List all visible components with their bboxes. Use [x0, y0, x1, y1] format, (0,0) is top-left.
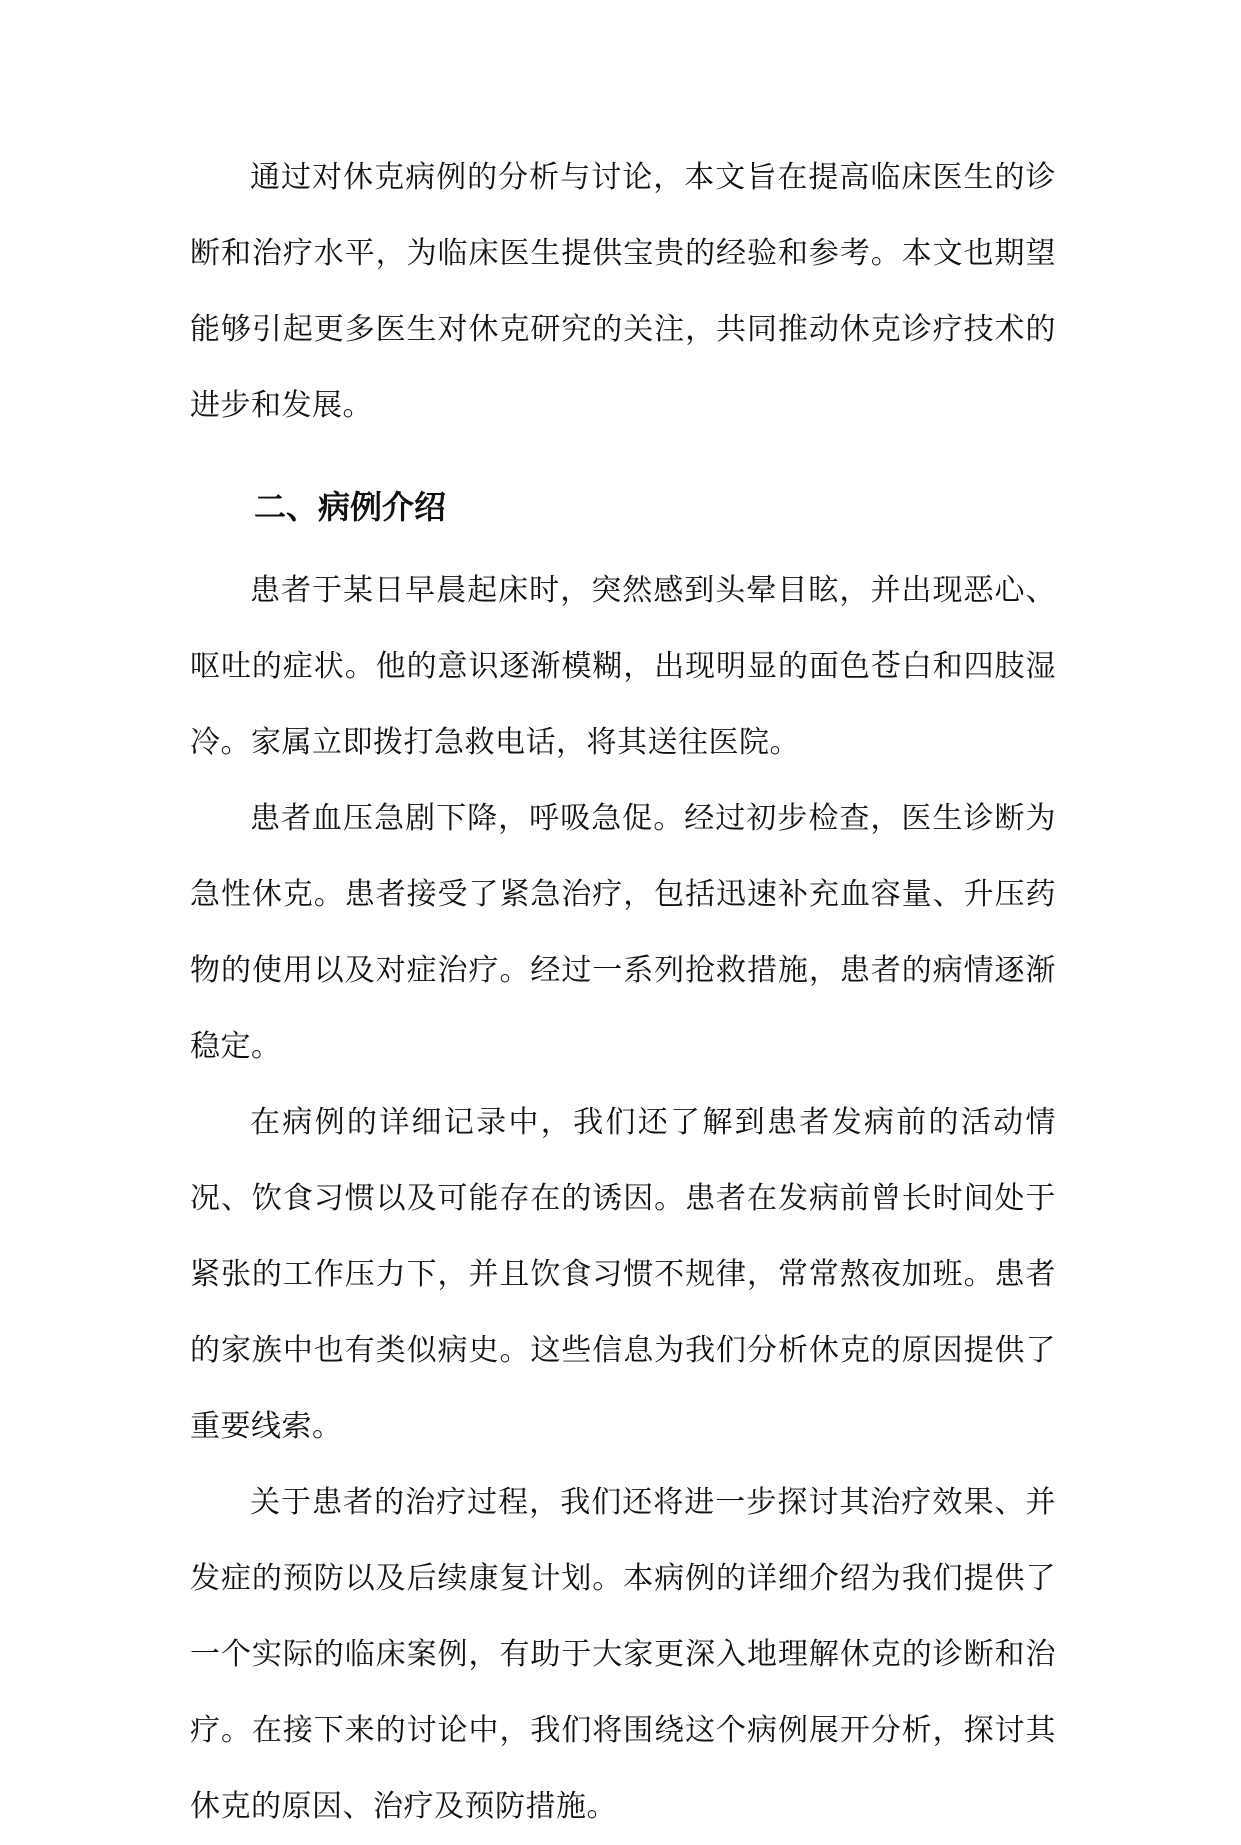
- case-paragraph-2: 患者血压急剧下降，呼吸急促。经过初步检查，医生诊断为急性休克。患者接受了紧急治疗，包括迅速补充血容量、升压药物的使用以及对症治疗。经过一系列抢救措施，患者的病情逐渐稳定。: [190, 801, 1056, 1064]
- document-page: [190, 140, 1056, 1845]
- intro-paragraph: 通过对休克病例的分析与讨论，本文旨在提高临床医生的诊断和治疗水平，为临床医生提供宝贵的经验和参考。本文也期望能够引起更多医生对休克研究的关注，共同推动休克诊疗技术的进步和发展。: [190, 160, 1056, 423]
- section-heading: 二、病例介绍: [254, 488, 447, 526]
- case-paragraph-4: 关于患者的治疗过程，我们还将进一步探讨其治疗效果、并发症的预防以及后续康复计划。本病例的详细介绍为我们提供了一个实际的临床案例，有助于大家更深入地理解休克的诊断和治疗。在接下来的讨论中，我们将围绕这个病例展开分析，探讨其休克的原因、治疗及预防措施。: [190, 1485, 1056, 1824]
- case-paragraph-1: 患者于某日早晨起床时，突然感到头晕目眩，并出现恶心、呕吐的症状。他的意识逐渐模糊，出现明显的面色苍白和四肢湿冷。家属立即拨打急救电话，将其送往医院。: [190, 573, 1056, 760]
- case-paragraph-3: 在病例的详细记录中，我们还了解到患者发病前的活动情况、饮食习惯以及可能存在的诱因。患者在发病前曾长时间处于紧张的工作压力下，并且饮食习惯不规律，常常熬夜加班。患者的家族中也有类似病史。这些信息为我们分析休克的原因提供了重要线索。: [190, 1105, 1056, 1444]
